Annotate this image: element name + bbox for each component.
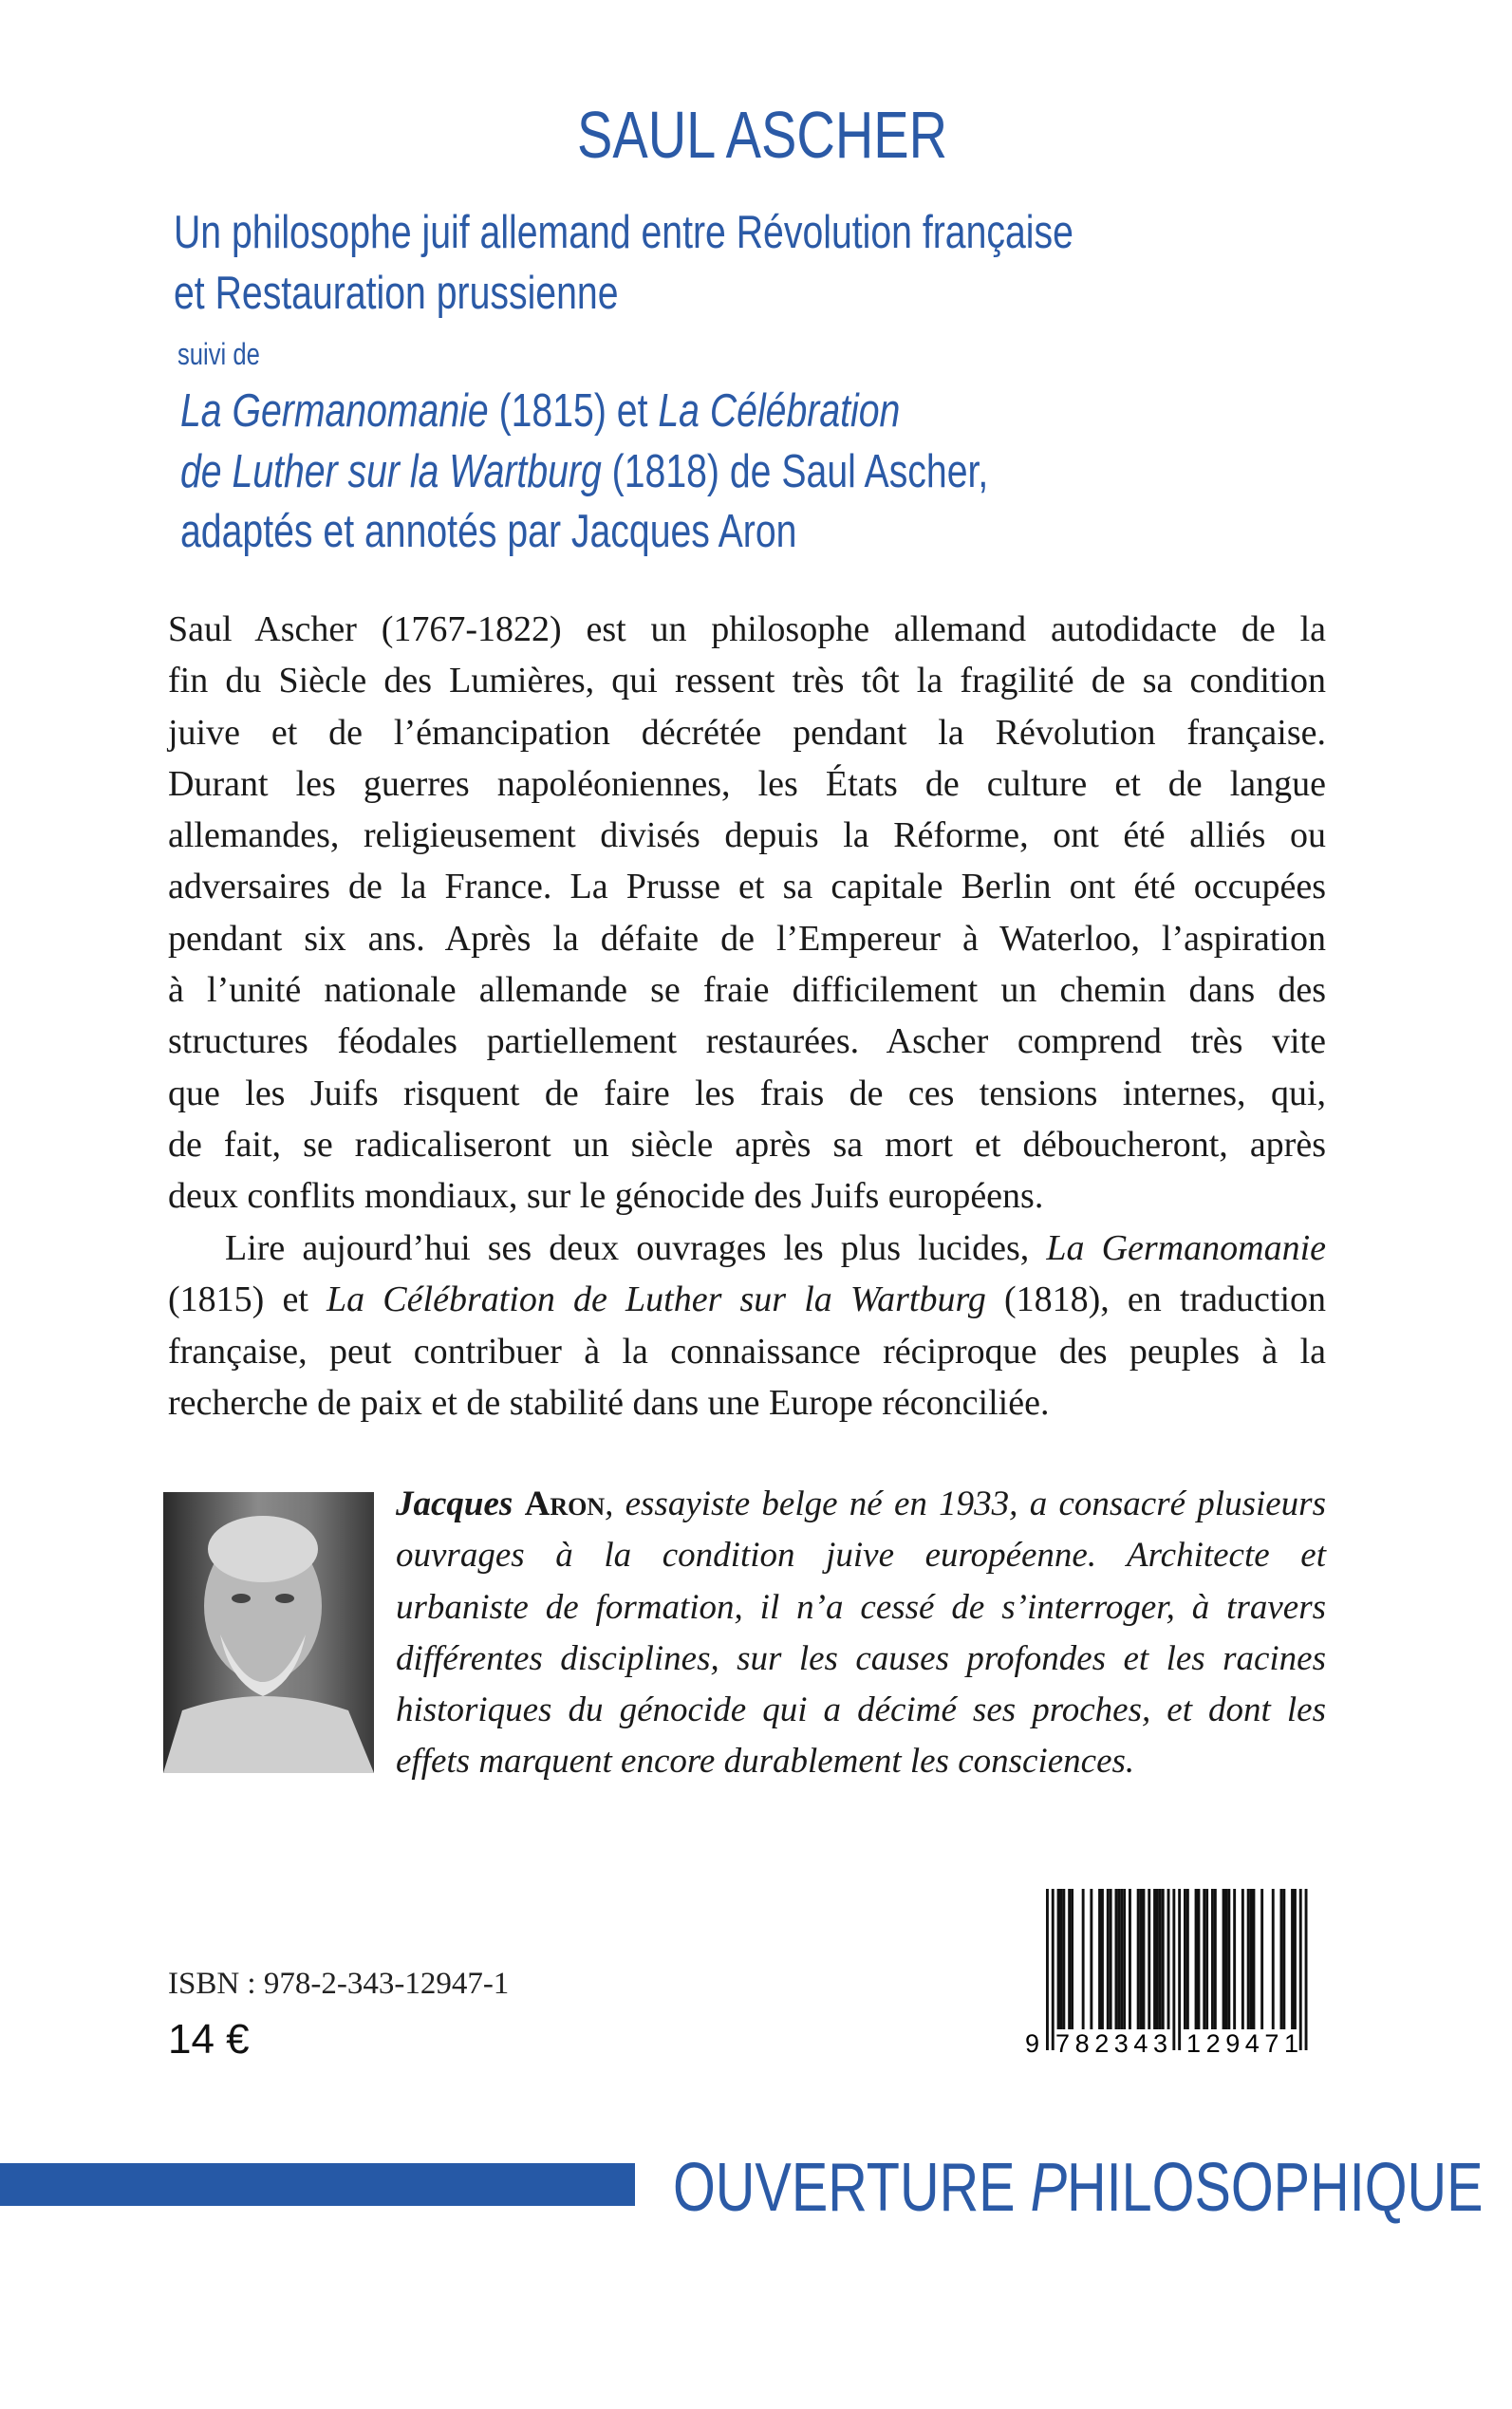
barcode-bar [1098,1889,1101,2029]
barcode-bar [1195,1889,1198,2029]
barcode-bar [1233,1889,1236,2029]
barcode-bar [1250,1889,1253,2029]
paragraph-line: Saul Ascher (1767-1822) est un philosophe allemand autodidacte de la [168,609,1326,649]
barcode-bar [1107,1889,1110,2029]
barcode-bar [1225,1889,1228,2029]
work-title: La Célébration [658,385,901,437]
work-title: La Germanomanie [1046,1228,1326,1268]
works-line-1 [180,384,900,438]
barcode-bar [1071,1889,1073,2029]
barcode-bar [1060,1889,1063,2029]
barcode-bar [1162,1889,1165,2029]
text: Lire aujourd’hui ses deux ouvrages les plus lucides, [225,1228,1047,1268]
author-bio [396,1479,1326,1788]
bio-line: effets marquent encore durablement les consciences. [396,1742,1135,1782]
barcode-bar [1159,1889,1162,2029]
text: (1818), en traduction [985,1279,1327,1320]
barcode-bar [1110,1889,1112,2029]
barcode-bar [1272,1889,1275,2029]
barcode-bar [1115,1889,1118,2029]
summary-paragraph-2 [168,1223,1326,1429]
book-title: SAUL ASCHER [577,98,948,172]
author-first-name: Jacques [396,1485,525,1523]
barcode-bar [1186,1889,1189,2029]
series-color-bar [0,2163,635,2206]
barcode-bar [1068,1889,1071,2029]
barcode-bar [1214,1889,1217,2029]
bio-line: différentes disciplines, sur les causes profondes et les racines [396,1638,1326,1678]
subtitle-line-2: et Restauration prussienne [174,268,619,319]
text: (1815) et [168,1279,327,1320]
barcode-digits-left: 782343 [1055,2029,1167,2058]
barcode-bar [1153,1889,1156,2029]
author-portrait-image [163,1492,374,1773]
text: P [1030,2150,1068,2226]
price: 14 € [168,2016,250,2063]
bio-lines [396,1530,1326,1787]
barcode-bar [1260,1889,1263,2029]
barcode-bar [1205,1889,1208,2029]
barcode-bar [1120,1889,1123,2029]
paragraph-line: deux conflits mondiaux, sur le génocide des Juifs européens. [168,1176,1044,1217]
barcode-bar [1101,1889,1104,2029]
paragraph-line: Durant les guerres napoléoniennes, les États de culture et de langue [168,763,1326,804]
barcode-bar [1156,1889,1159,2029]
subtitle-line-1: Un philosophe juif allemand entre Révolution française [174,207,1073,258]
barcode-bar [1294,1889,1297,2029]
barcode-bar [1253,1889,1256,2029]
barcode-bar [1198,1889,1201,2029]
barcode-bar [1052,1889,1055,2050]
paragraph-line: à l’unité nationale allemande se fraie difficilement un chemin dans des [168,970,1326,1011]
paragraph-line: adversaires de la France. La Prusse et sa capitale Berlin ont été occupées [168,867,1326,907]
barcode-bar [1203,1889,1205,2029]
paragraph-line: pendant six ans. Après la défaite de l’Empereur à Waterloo, l’aspiration [168,918,1326,959]
suivi-de-label: suivi de [177,337,260,371]
bio-line: urbaniste de formation, il n’a cessé de s’interroger, à travers [396,1587,1326,1627]
barcode-bar [1046,1889,1049,2050]
works-text: (1815) et [488,385,659,437]
work-title: de Luther sur la Wartburg [180,446,602,497]
author-photo [163,1492,374,1773]
barcode-bars [1046,1889,1308,2050]
barcode-bar [1137,1889,1140,2029]
summary-paragraph-1 [168,604,1326,1223]
barcode-bar [1172,1889,1175,2050]
paragraph-line: de fait, se radicaliseront un siècle après sa mort et déboucheront, après [168,1124,1326,1165]
work-title: La Célébration de Luther sur la Wartburg [327,1279,986,1320]
barcode-bar [1148,1889,1150,2029]
paragraph-line [168,1274,1326,1325]
barcode-bar [1090,1889,1092,2029]
barcode-bar [1241,1889,1244,2029]
paragraph-line: juive et de l’émancipation décrétée pendant la Révolution française. [168,712,1326,753]
barcode-bar [1291,1889,1294,2029]
barcode-bar [1247,1889,1250,2029]
barcode-bar [1282,1889,1285,2029]
barcode-bar [1211,1889,1214,2029]
barcode-bar [1082,1889,1085,2029]
work-title: La Germanomanie [180,385,489,437]
barcode-bar [1129,1889,1131,2029]
paragraph-line: que les Juifs risquent de faire les frais de ces tensions internes, qui, [168,1073,1326,1113]
works-text: (1818) de Saul Ascher, [601,446,989,497]
barcode-digit-first: 9 [1025,2029,1040,2058]
barcode-bar [1117,1889,1120,2029]
barcode-bar [1143,1889,1146,2029]
barcode [1025,1889,1329,2060]
barcode-bar [1299,1889,1302,2050]
bio-line: historiques du génocide qui a décimé ses proches, et dont les [396,1690,1326,1730]
paragraph-line: fin du Siècle des Lumières, qui ressent très tôt la fragilité de sa condition [168,661,1326,701]
works-line-2 [180,445,988,498]
barcode-bar [1305,1889,1308,2050]
bio-line: ouvrages à la condition juive européenne. Architecte et [396,1536,1326,1576]
paragraph-line: recherche de paix et de stabilité dans une Europe réconciliée. [168,1382,1050,1423]
barcode-bar [1057,1889,1060,2029]
paragraph-line: française, peut contribuer à la connaissance réciproque des peuples à la [168,1331,1326,1372]
barcode-bar [1167,1889,1170,2029]
barcode-bar [1140,1889,1143,2029]
paragraph-line [168,1223,1326,1274]
text: , essayiste belge né en 1933, a consacré plusieurs [605,1485,1326,1523]
barcode-bar [1227,1889,1230,2029]
text: OUVERTURE [673,2150,1031,2226]
barcode-bar [1184,1889,1186,2029]
barcode-bar [1062,1889,1065,2029]
isbn: ISBN : 978-2-343-12947-1 [168,1967,510,2001]
bio-line [396,1479,1326,1530]
barcode-digits-right: 129471 [1186,2029,1298,2058]
barcode-bar [1280,1889,1283,2029]
paragraph-line: allemandes, religieusement divisés depuis la Réforme, ont été alliés ou [168,815,1326,856]
barcode-bar [1223,1889,1225,2029]
series-name [673,2149,1484,2227]
works-line-3: adaptés et annotés par Jacques Aron [180,506,797,557]
barcode-bar [1123,1889,1126,2029]
text: HILOSOPHIQUE [1067,2150,1484,2226]
author-last-name: Aron [524,1485,606,1523]
barcode-bar [1178,1889,1181,2050]
paragraph-line: structures féodales partiellement restaurées. Ascher comprend très vite [168,1021,1326,1062]
